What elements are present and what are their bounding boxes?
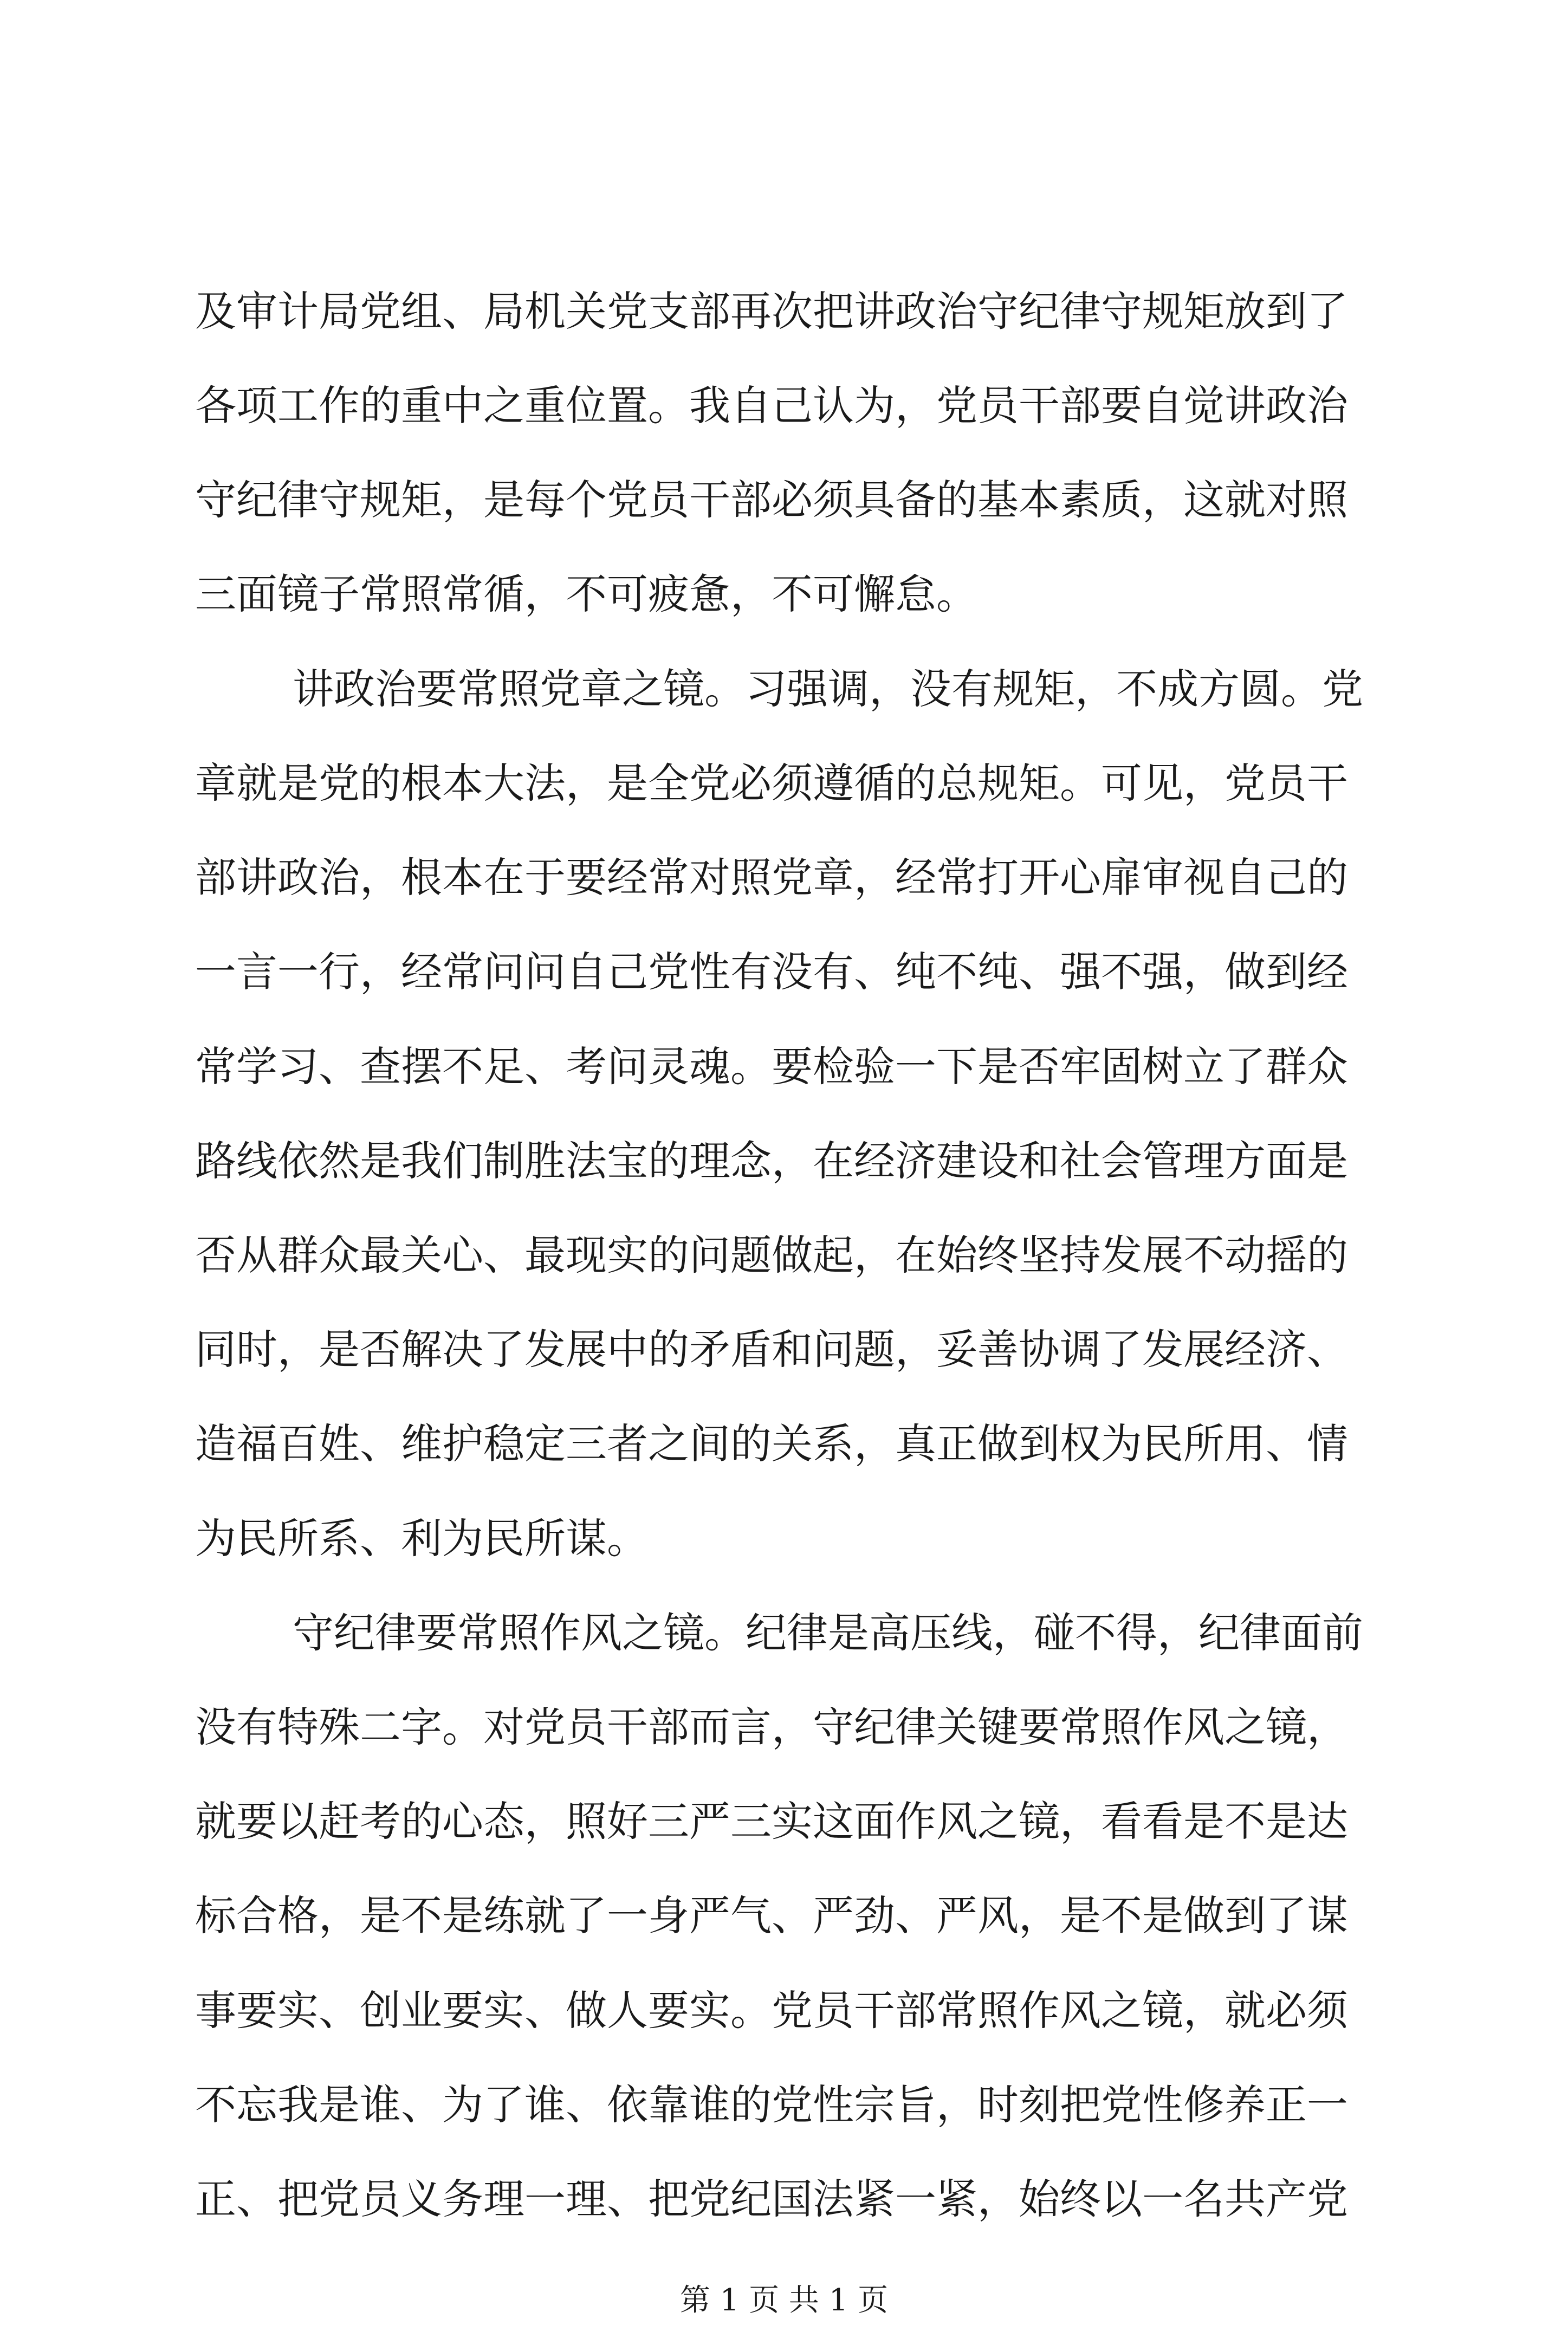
text-line-content: 守纪律守规矩，是每个党员干部必须具备的基本素质，这就对照	[195, 476, 1348, 524]
text-line	[0, 284, 1568, 339]
text-line-content: 守纪律要常照作风之镜。纪律是高压线，碰不得，纪律面前	[293, 1609, 1363, 1657]
text-line-content: 三面镜子常照常循，不可疲惫，不可懈怠。	[195, 570, 977, 618]
text-line	[0, 1795, 1568, 1849]
text-line-content: 标合格，是不是练就了一身严气、严劲、严风，是不是做到了谋	[195, 1892, 1348, 1940]
page-number-label: 第 1 页 共 1 页	[679, 2283, 889, 2318]
text-line	[0, 1323, 1568, 1377]
text-line-content: 就要以赶考的心态，照好三严三实这面作风之镜，看看是不是达	[195, 1797, 1348, 1845]
text-line-content: 事要实、创业要实、做人要实。党员干部常照作风之镜，就必须	[195, 1986, 1348, 2035]
text-line-content: 一言一行，经常问问自己党性有没有、纯不纯、强不强，做到经	[195, 948, 1348, 996]
text-line-content: 路线依然是我们制胜法宝的理念，在经济建设和社会管理方面是	[195, 1137, 1348, 1185]
text-line	[0, 567, 1568, 621]
text-line	[0, 851, 1568, 905]
text-line-content: 正、把党员义务理一理、把党纪国法紧一紧，始终以一名共产党	[195, 2175, 1348, 2223]
text-line-content: 同时，是否解决了发展中的矛盾和问题，妥善协调了发展经济、	[195, 1325, 1348, 1374]
text-line	[0, 1700, 1568, 1754]
paragraph-first-line	[0, 1606, 1568, 1660]
text-line	[0, 1512, 1568, 1566]
text-line-content: 不忘我是谁、为了谁、依靠谁的党性宗旨，时刻把党性修养正一	[195, 2081, 1348, 2129]
page-footer	[0, 2276, 1568, 2325]
text-line-content: 造福百姓、维护稳定三者之间的关系，真正做到权为民所用、情	[195, 1420, 1348, 1468]
text-line	[0, 2172, 1568, 2226]
text-line-content: 否从群众最关心、最现实的问题做起，在始终坚持发展不动摇的	[195, 1231, 1348, 1279]
text-line-content: 讲政治要常照党章之镜。习强调，没有规矩，不成方圆。党	[293, 665, 1363, 713]
text-line	[0, 1889, 1568, 1943]
text-line	[0, 379, 1568, 433]
text-line-content: 各项工作的重中之重位置。我自己认为，党员干部要自觉讲政治	[195, 381, 1348, 430]
text-line-content: 为民所系、利为民所谋。	[195, 1514, 648, 1563]
text-line-content: 部讲政治，根本在于要经常对照党章，经常打开心扉审视自己的	[195, 853, 1348, 902]
text-line-content: 常学习、查摆不足、考问灵魂。要检验一下是否牢固树立了群众	[195, 1042, 1348, 1091]
text-line	[0, 1228, 1568, 1283]
text-line	[0, 1417, 1568, 1471]
text-line	[0, 1984, 1568, 2038]
text-line	[0, 473, 1568, 527]
text-line	[0, 945, 1568, 999]
paragraph-first-line	[0, 662, 1568, 716]
text-line-content: 没有特殊二字。对党员干部而言，守纪律关键要常照作风之镜，	[195, 1703, 1348, 1751]
text-line	[0, 1134, 1568, 1188]
text-line	[0, 756, 1568, 811]
text-line-content: 及审计局党组、局机关党支部再次把讲政治守纪律守规矩放到了	[195, 287, 1348, 335]
text-line	[0, 2078, 1568, 2132]
text-line-content: 章就是党的根本大法，是全党必须遵循的总规矩。可见，党员干	[195, 759, 1348, 807]
text-line	[0, 1040, 1568, 1094]
